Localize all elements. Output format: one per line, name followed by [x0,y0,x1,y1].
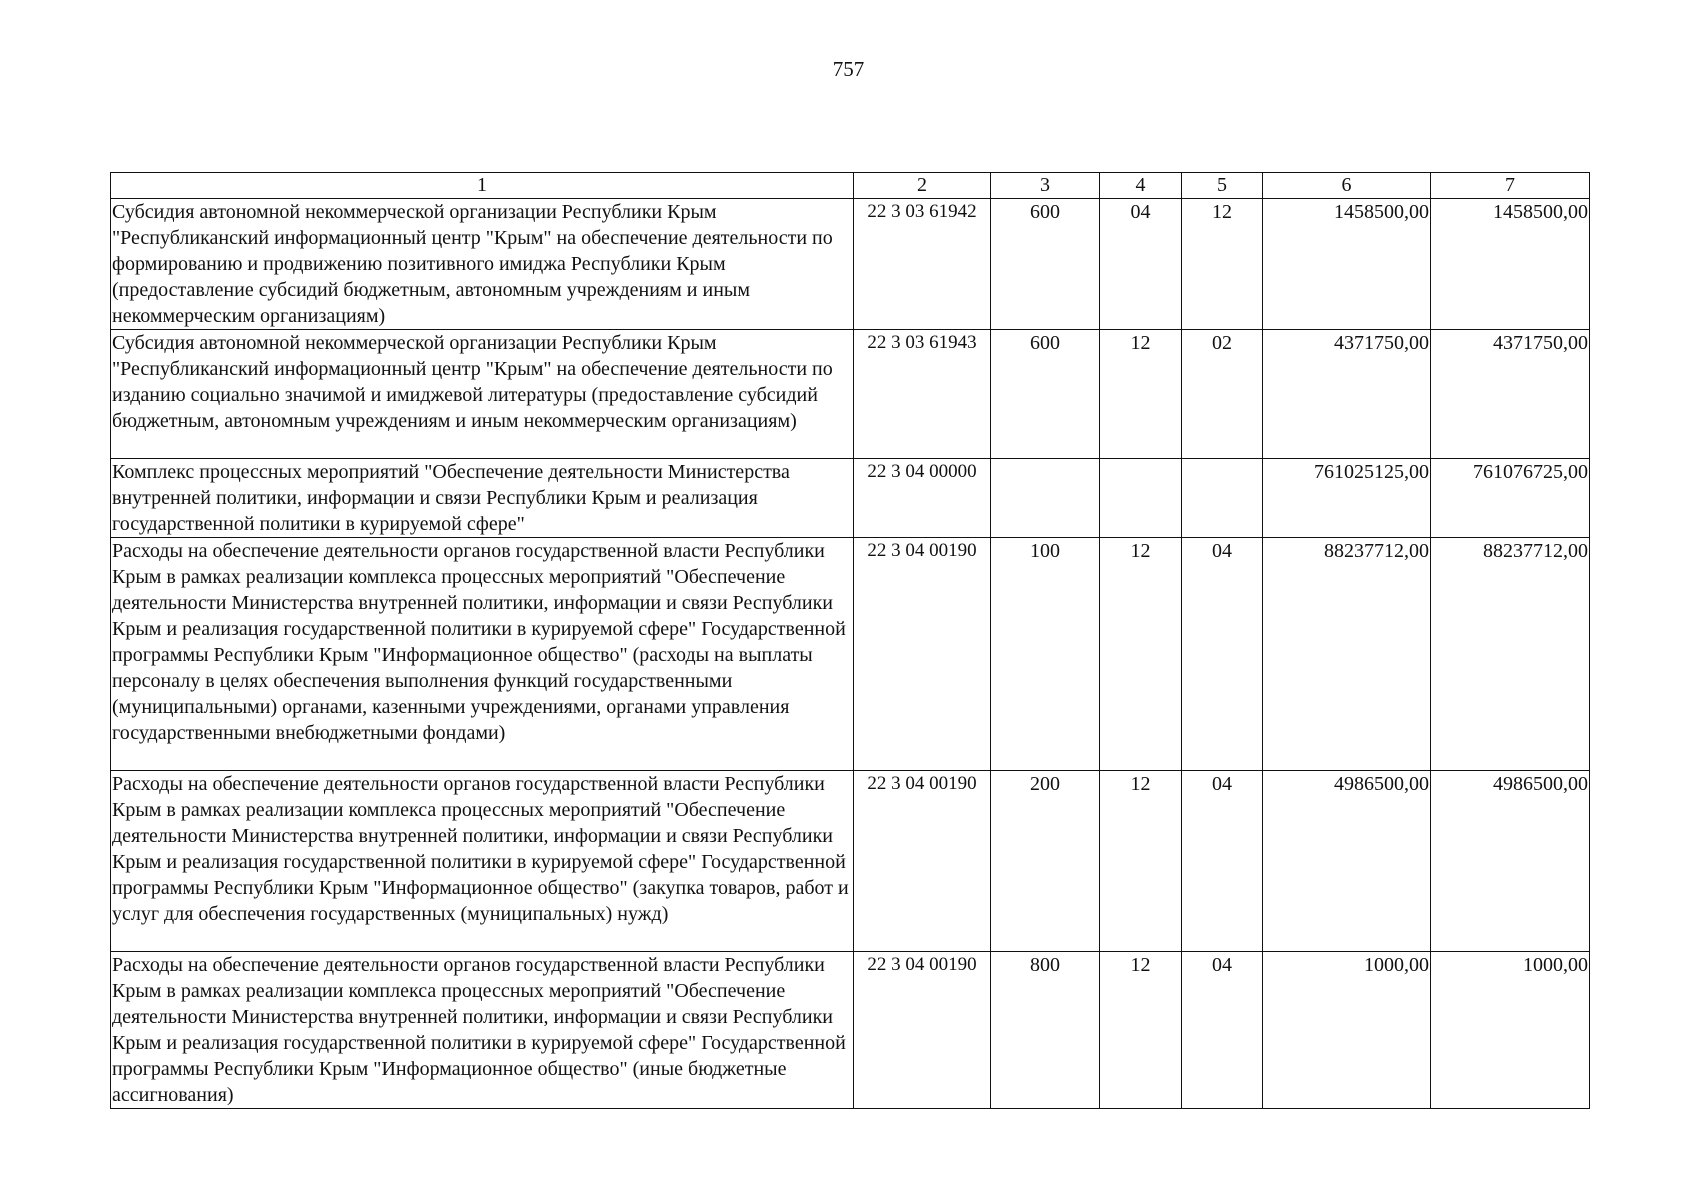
column-header-4: 4 [1100,173,1182,199]
row-name: Субсидия автономной некоммерческой организации Республики Крым "Республиканский информационный центр "Крым" на обеспечение деятельности по изданию социально значимой и имиджевой литературы (предоставление субсидий бюджетным, автономным учреждениям и иным некоммерческим организациям) [111,330,854,459]
row-subsection: 12 [1182,199,1263,330]
row-section: 12 [1100,771,1182,952]
row-expense-type: 100 [991,538,1100,771]
row-expense-type: 600 [991,199,1100,330]
row-name: Расходы на обеспечение деятельности органов государственной власти Республики Крым в рамках реализации комплекса процессных мероприятий "Обеспечение деятельности Министерства внутренней политики, информации и связи Республики Крым и реализация государственной политики в курируемой сфере" Государственной программы Республики Крым "Информационное общество" (закупка товаров, работ и услуг для обеспечения государственных (муниципальных) нужд) [111,771,854,952]
row-amount-col6: 88237712,00 [1263,538,1431,771]
row-subsection: 04 [1182,952,1263,1109]
row-amount-col7: 761076725,00 [1431,459,1590,538]
row-expense-type [991,459,1100,538]
row-target-code: 22 3 04 00190 [854,771,991,952]
row-amount-col7: 1000,00 [1431,952,1590,1109]
row-target-code: 22 3 03 61943 [854,330,991,459]
table-row [111,459,1590,538]
header-row [111,173,1590,199]
row-name: Субсидия автономной некоммерческой организации Республики Крым "Республиканский информационный центр "Крым" на обеспечение деятельности по формированию и продвижению позитивного имиджа Республики Крым (предоставление субсидий бюджетным, автономным учреждениям и иным некоммерческим организациям) [111,199,854,330]
row-amount-col7: 4986500,00 [1431,771,1590,952]
column-header-7: 7 [1431,173,1590,199]
column-header-6: 6 [1263,173,1431,199]
column-header-3: 3 [991,173,1100,199]
row-expense-type: 600 [991,330,1100,459]
column-header-2: 2 [854,173,991,199]
row-section: 12 [1100,538,1182,771]
row-section: 12 [1100,330,1182,459]
row-target-code: 22 3 04 00000 [854,459,991,538]
column-header-1: 1 [111,173,854,199]
row-amount-col7: 4371750,00 [1431,330,1590,459]
row-subsection [1182,459,1263,538]
row-target-code: 22 3 04 00190 [854,952,991,1109]
table-row [111,538,1590,771]
row-subsection: 02 [1182,330,1263,459]
table-row [111,771,1590,952]
row-subsection: 04 [1182,538,1263,771]
column-header-5: 5 [1182,173,1263,199]
budget-table [110,172,1590,1109]
row-subsection: 04 [1182,771,1263,952]
row-name: Расходы на обеспечение деятельности органов государственной власти Республики Крым в рамках реализации комплекса процессных мероприятий "Обеспечение деятельности Министерства внутренней политики, информации и связи Республики Крым и реализация государственной политики в курируемой сфере" Государственной программы Республики Крым "Информационное общество" (иные бюджетные ассигнования) [111,952,854,1109]
row-amount-col6: 1458500,00 [1263,199,1431,330]
table-row [111,952,1590,1109]
row-amount-col6: 761025125,00 [1263,459,1431,538]
row-amount-col6: 1000,00 [1263,952,1431,1109]
row-amount-col6: 4371750,00 [1263,330,1431,459]
row-target-code: 22 3 04 00190 [854,538,991,771]
row-name: Расходы на обеспечение деятельности органов государственной власти Республики Крым в рамках реализации комплекса процессных мероприятий "Обеспечение деятельности Министерства внутренней политики, информации и связи Республики Крым и реализация государственной политики в курируемой сфере" Государственной программы Республики Крым "Информационное общество" (расходы на выплаты персоналу в целях обеспечения выполнения функций государственными (муниципальными) органами, казенными учреждениями, органами управления государственными внебюджетными фондами) [111,538,854,771]
row-expense-type: 200 [991,771,1100,952]
table-row [111,199,1590,330]
row-section [1100,459,1182,538]
row-target-code: 22 3 03 61942 [854,199,991,330]
row-amount-col7: 88237712,00 [1431,538,1590,771]
row-name: Комплекс процессных мероприятий "Обеспечение деятельности Министерства внутренней политики, информации и связи Республики Крым и реализация государственной политики в курируемой сфере" [111,459,854,538]
row-expense-type: 800 [991,952,1100,1109]
table-row [111,330,1590,459]
row-section: 12 [1100,952,1182,1109]
row-amount-col6: 4986500,00 [1263,771,1431,952]
row-section: 04 [1100,199,1182,330]
page-number: 757 [832,57,865,81]
row-amount-col7: 1458500,00 [1431,199,1590,330]
